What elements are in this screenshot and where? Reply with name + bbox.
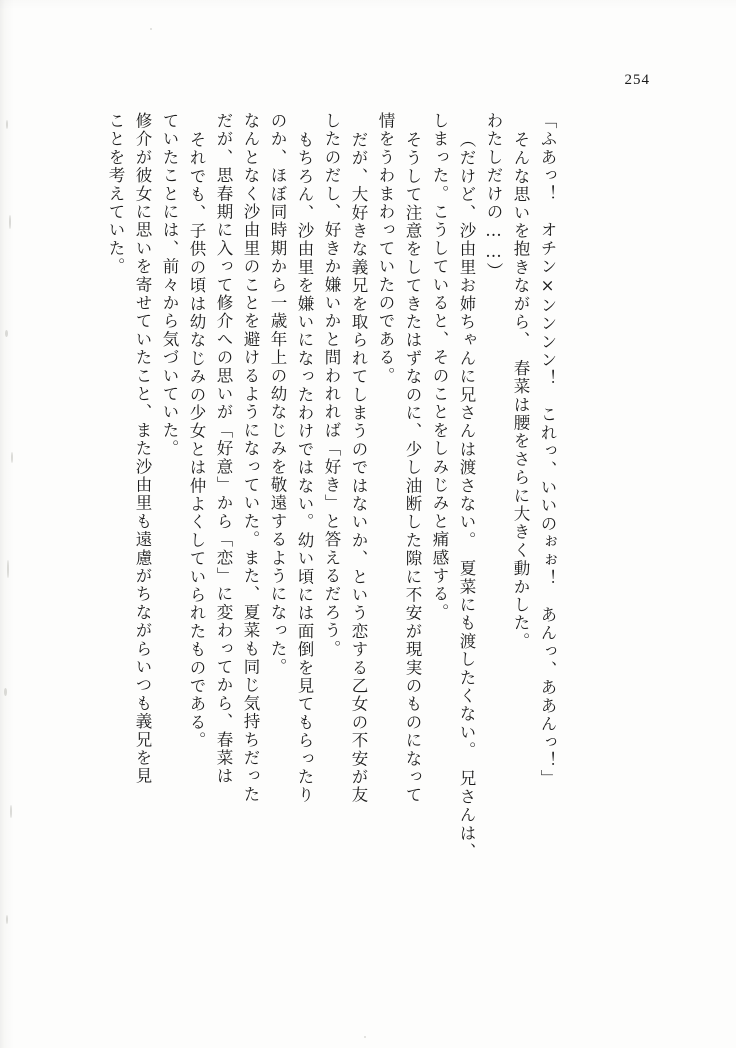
text-line: しまった。こうしていると、そのことをしみじみと痛感する。 [430, 112, 449, 622]
text-line: 情をうわまわっていたのである。 [376, 112, 395, 385]
page-number: 254 [624, 72, 650, 88]
text-line: そうして注意をしてきたはずなのに、少し油断した隙に不安が現実のものになって [403, 131, 422, 805]
text-line: ことを考えていた。 [106, 112, 125, 276]
text-line: だが、大好きな義兄を取られてしまうのではないか、という恋する乙女の不安が友 [349, 131, 368, 805]
text-line: だが、思春期に入って修介への思いが「好意」から「恋」に変わってから、春菜は [214, 112, 233, 786]
text-line: したのだし、好きか嫌いかと問われれば「好き」と答えるだろう。 [322, 112, 341, 658]
text-line: 修介が彼女に思いを寄せていたこと、また沙由里も遠慮がちながらいつも義兄を見 [133, 112, 152, 786]
text-line: わたしだけの……） [484, 112, 503, 281]
text-line: そんな思いを抱きながら、 春菜は腰をさらに大きく動かした。 [511, 131, 530, 651]
body-text [96, 112, 656, 942]
text-line: 「ふあっ！ オチン×ンンンン！ これっ、いいのぉぉ！ あんっ、ああんっ！」 [538, 112, 557, 788]
text-line: ていたことには、前々から気づいていた。 [160, 112, 179, 458]
text-line: （だけど、沙由里お姉ちゃんに兄さんは渡さない。 夏菜にも渡したくない。 兄さんは、 [457, 131, 476, 861]
text-line: のか、ほぼ同時期から一歳年上の幼なじみを敬遠するようになった。 [268, 112, 287, 677]
text-line: もちろん、沙由里を嫌いになったわけではない。幼い頃には面倒を見てもらったり [295, 131, 314, 805]
text-line: それでも、子供の頃は幼なじみの少女とは仲よくしていられたものである。 [187, 131, 206, 750]
text-line: なんとなく沙由里のことを避けるようになっていた。また、夏菜も同じ気持ちだった [241, 112, 260, 804]
